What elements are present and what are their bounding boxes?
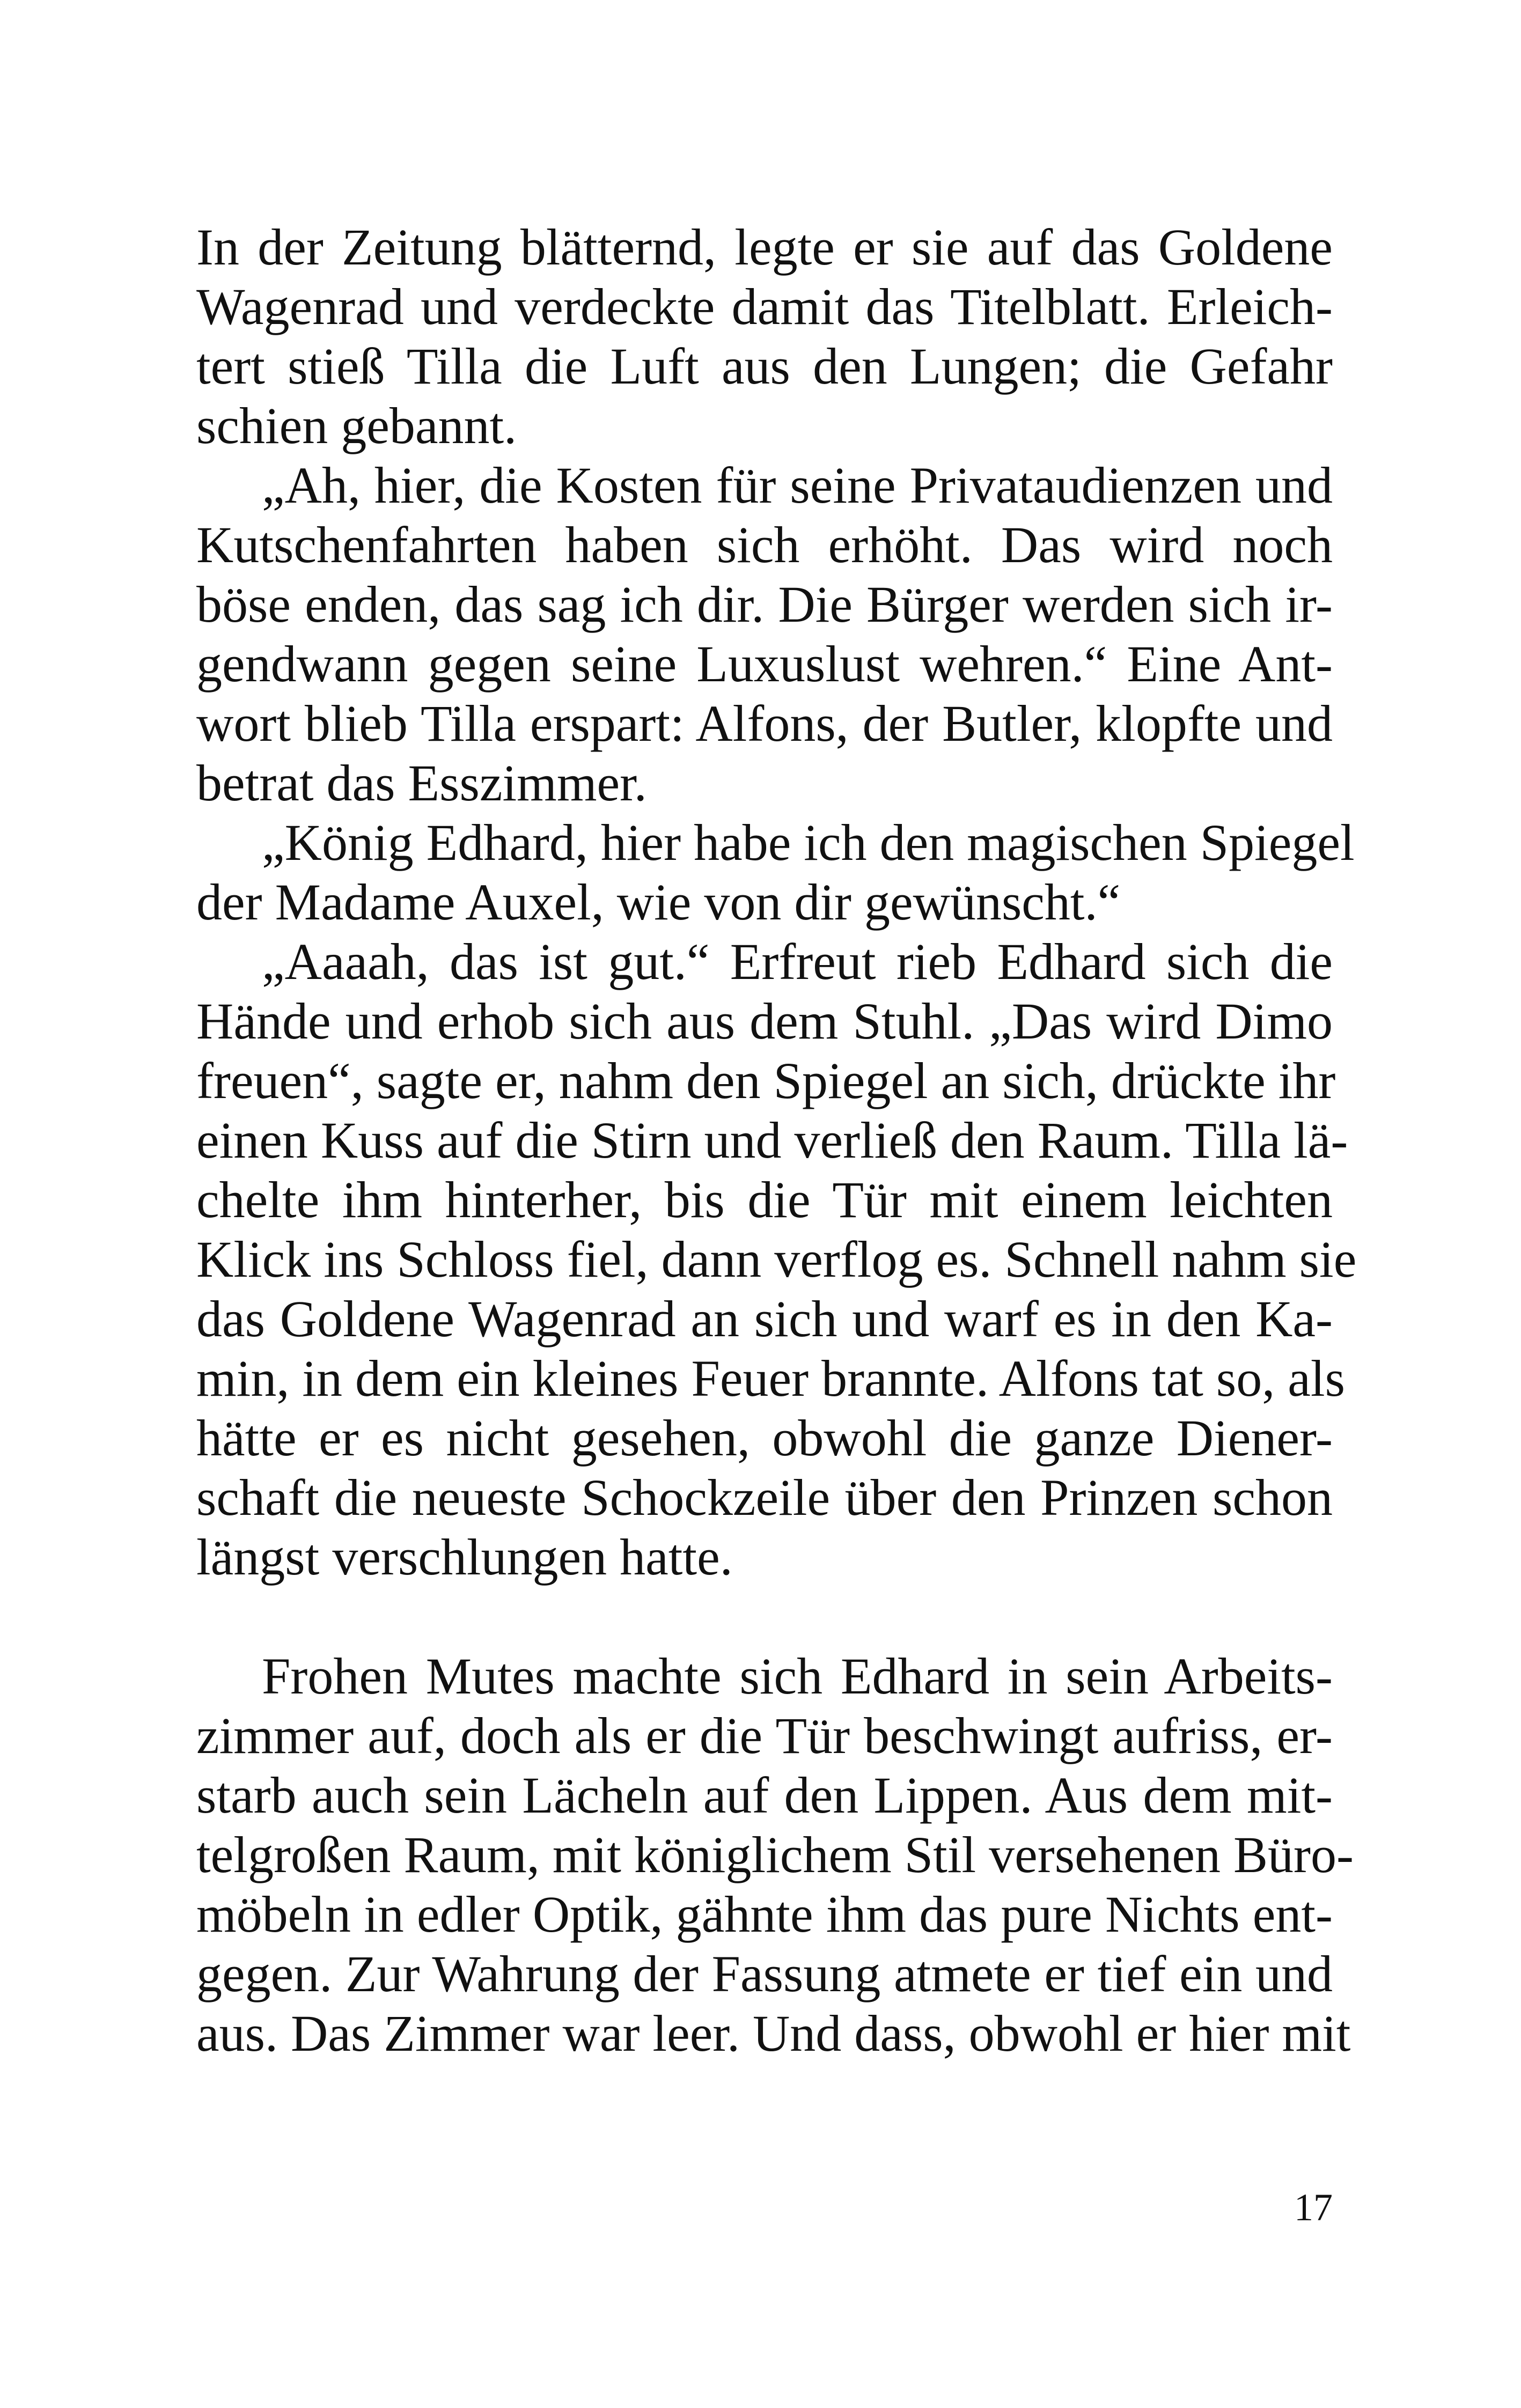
text-line: Kutschenfahrten haben sich erhöht. Das wird noch xyxy=(196,516,1333,573)
text-line: hätte er es nicht gesehen, obwohl die ganze Diener- xyxy=(196,1409,1333,1467)
text-line: schaft die neueste Schockzeile über den Prinzen schon xyxy=(196,1469,1333,1526)
page-number: 17 xyxy=(1294,2186,1333,2229)
book-page-text xyxy=(196,217,1357,2063)
text-line: böse enden, das sag ich dir. Die Bürger werden sich ir- xyxy=(196,576,1333,633)
text-line: chelte ihm hinterher, bis die Tür mit einem leichten xyxy=(196,1171,1333,1228)
text-line: gendwann gegen seine Luxuslust wehren.“ Eine Ant- xyxy=(196,635,1333,693)
text-line: tert stieß Tilla die Luft aus den Lungen; die Gefahr xyxy=(196,337,1333,395)
text-line: Wagenrad und verdeckte damit das Titelblatt. Erleich- xyxy=(196,278,1333,335)
text-line: längst verschlungen hatte. xyxy=(196,1528,733,1586)
text-line: Hände und erhob sich aus dem Stuhl. „Das wird Dimo xyxy=(196,992,1333,1050)
paragraph-1 xyxy=(196,217,1333,455)
paragraph-4 xyxy=(196,932,1357,1587)
text-line: freuen“, sagte er, nahm den Spiegel an sich, drückte ihr xyxy=(196,1052,1336,1109)
text-line: möbeln in edler Optik, gähnte ihm das pure Nichts ent- xyxy=(196,1886,1333,1943)
text-line: das Goldene Wagenrad an sich und warf es in den Ka- xyxy=(196,1290,1333,1347)
text-line: starb auch sein Lächeln auf den Lippen. Aus dem mit- xyxy=(196,1766,1333,1824)
text-line: Frohen Mutes machte sich Edhard in sein Arbeits- xyxy=(262,1647,1333,1705)
text-line: zimmer auf, doch als er die Tür beschwingt aufriss, er- xyxy=(196,1707,1333,1764)
text-line: „Ah, hier, die Kosten für seine Privataudienzen und xyxy=(262,456,1333,514)
text-line: schien gebannt. xyxy=(196,397,517,454)
text-line: einen Kuss auf die Stirn und verließ den Raum. Tilla lä- xyxy=(196,1111,1348,1169)
text-line: „Aaaah, das ist gut.“ Erfreut rieb Edhard sich die xyxy=(262,933,1333,990)
paragraph-3 xyxy=(196,813,1355,932)
text-line: In der Zeitung blätternd, legte er sie auf das Goldene xyxy=(196,218,1333,276)
text-line: gegen. Zur Wahrung der Fassung atmete er tief ein und xyxy=(196,1945,1333,2002)
text-line: der Madame Auxel, wie von dir gewünscht.“ xyxy=(196,873,1121,931)
text-line: min, in dem ein kleines Feuer brannte. Alfons tat so, als xyxy=(196,1350,1345,1407)
text-line: telgroßen Raum, mit königlichem Stil versehenen Büro- xyxy=(196,1826,1354,1883)
text-line: Klick ins Schloss fiel, dann verflog es. Schnell nahm sie xyxy=(196,1231,1357,1288)
paragraph-2 xyxy=(196,455,1333,813)
text-line: „König Edhard, hier habe ich den magischen Spiegel xyxy=(262,814,1355,871)
text-line: wort blieb Tilla erspart: Alfons, der Butler, klopfte und xyxy=(196,695,1333,752)
text-line: betrat das Esszimmer. xyxy=(196,754,647,812)
text-line: aus. Das Zimmer war leer. Und dass, obwohl er hier mit xyxy=(196,2005,1351,2062)
paragraph-5 xyxy=(196,1646,1354,2063)
section-break xyxy=(196,1587,1333,1646)
